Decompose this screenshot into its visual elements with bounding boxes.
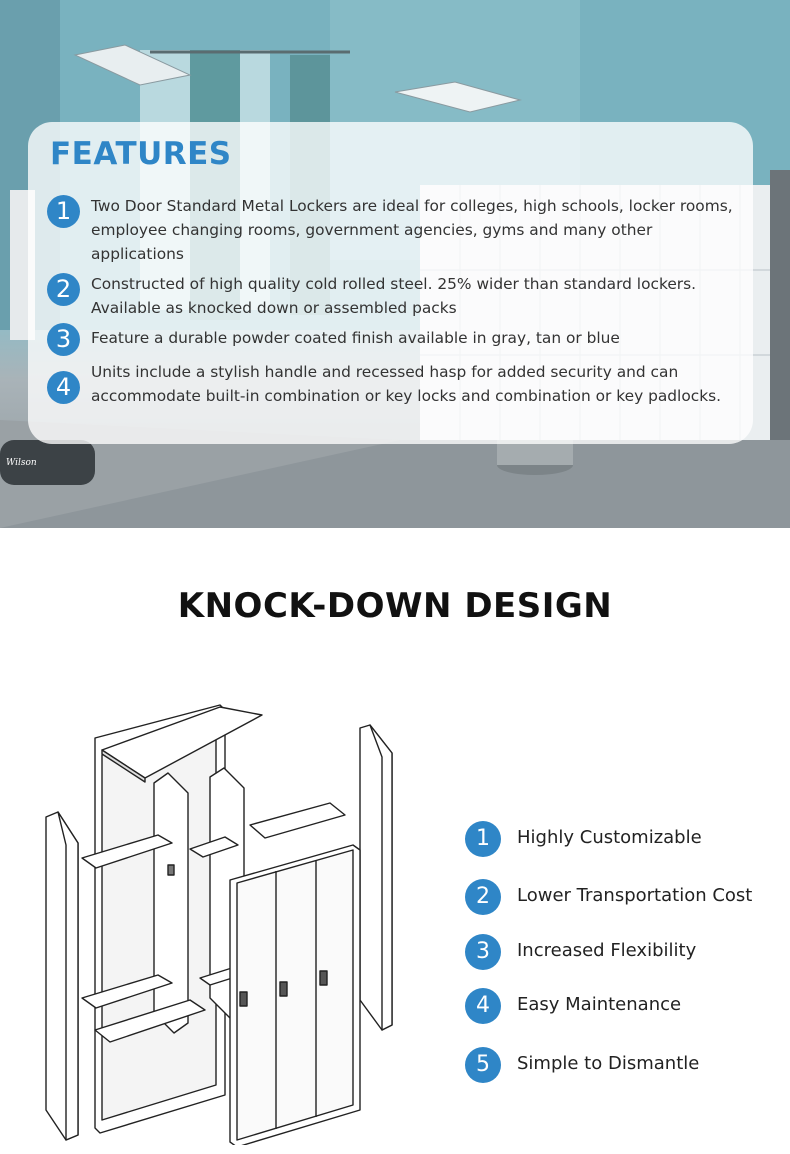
knockdown-number-4: 4 bbox=[465, 988, 501, 1024]
knockdown-number-5: 5 bbox=[465, 1047, 501, 1083]
knockdown-label-2: Lower Transportation Cost bbox=[517, 885, 753, 906]
knockdown-title: KNOCK-DOWN DESIGN bbox=[177, 586, 613, 626]
feature-text-1: Two Door Standard Metal Lockers are ideal for colleges, high schools, locker rooms, employee changing rooms, government agencies, gyms and many other applications bbox=[91, 197, 733, 263]
feature-number-1: 1 bbox=[47, 195, 80, 228]
knockdown-label-3: Increased Flexibility bbox=[517, 940, 697, 961]
feature-number-4: 4 bbox=[47, 371, 80, 404]
knockdown-number-2: 2 bbox=[465, 879, 501, 915]
features-title: FEATURES bbox=[50, 136, 232, 172]
locker-room-photo bbox=[0, 0, 790, 528]
knockdown-item-4 bbox=[465, 988, 785, 1024]
knockdown-label-1: Highly Customizable bbox=[517, 827, 702, 848]
knockdown-number-3: 3 bbox=[465, 934, 501, 970]
feature-number-3: 3 bbox=[47, 323, 80, 356]
bag-brand-logo: Wilson bbox=[6, 458, 37, 468]
feature-text-4: Units include a stylish handle and recessed hasp for added security and can accommodate built-in combination or key locks and combination or key padlocks. bbox=[91, 363, 722, 405]
exploded-locker-diagram bbox=[40, 695, 410, 1145]
knockdown-item-1 bbox=[465, 821, 785, 857]
feature-text-3: Feature a durable powder coated finish available in gray, tan or blue bbox=[91, 329, 620, 347]
knockdown-label-4: Easy Maintenance bbox=[517, 994, 682, 1015]
knockdown-item-2 bbox=[465, 879, 785, 915]
knockdown-item-3 bbox=[465, 934, 785, 970]
knockdown-item-5 bbox=[465, 1047, 785, 1083]
knockdown-number-1: 1 bbox=[465, 821, 501, 857]
feature-number-2: 2 bbox=[47, 273, 80, 306]
feature-text-2: Constructed of high quality cold rolled steel. 25% wider than standard lockers. Available as knocked down or assembled packs bbox=[91, 275, 697, 317]
knockdown-label-5: Simple to Dismantle bbox=[517, 1053, 700, 1074]
